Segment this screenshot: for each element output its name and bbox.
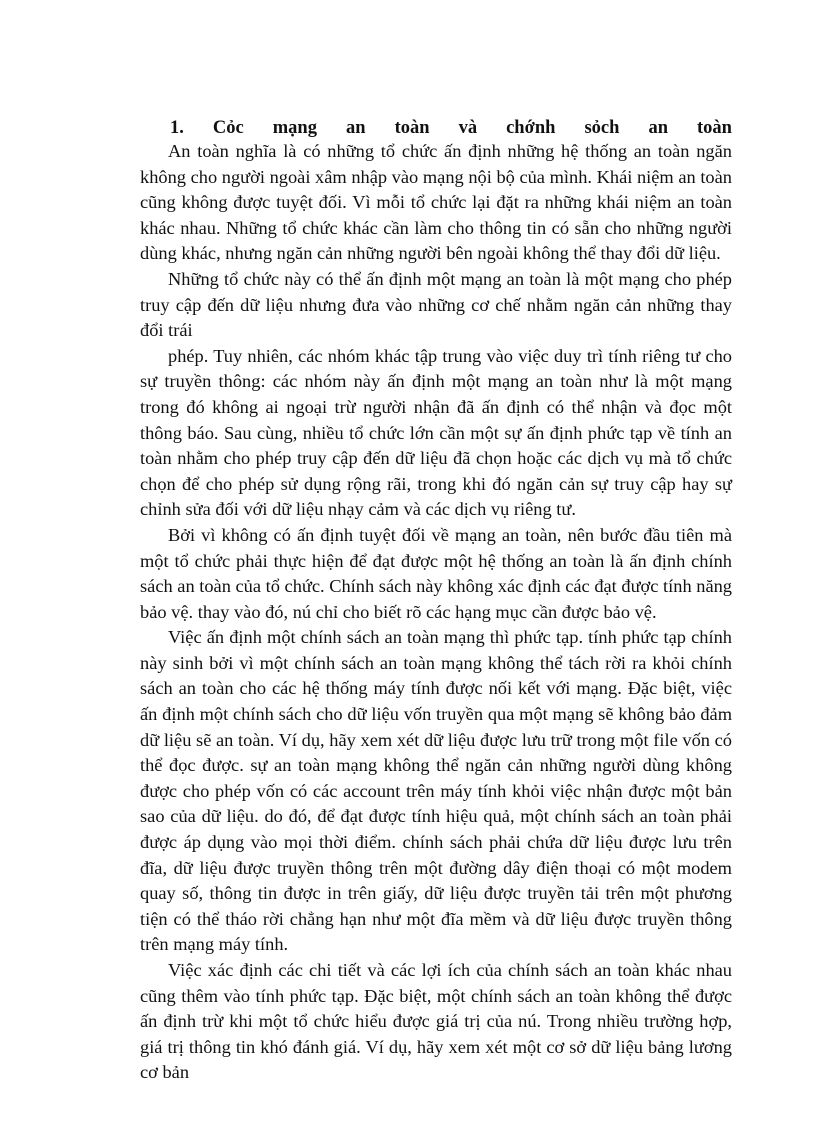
document-body bbox=[140, 117, 732, 1086]
heading-word: Cỏc bbox=[212, 118, 244, 138]
heading-word: chớnh bbox=[506, 118, 556, 138]
heading-word: an bbox=[346, 118, 366, 138]
paragraph: phép. Tuy nhiên, các nhóm khác tập trung vào việc duy trì tính riêng tư cho sự truyền thông: các nhóm này ấn định một mạng an toàn như là một mạng trong đó không ai ngoại trừ người nhận đã ấn định có thể nhận và đọc một thông báo. Sau cùng, nhiều tổ chức lớn cần một sự ấn định phức tạp về tính an toàn nhằm cho phép truy cập đến dữ liệu đã chọn hoặc các dịch vụ mà tổ chức chọn để cho phép sử dụng rộng rãi, trong khi đó ngăn cản sự truy cập hay sự chỉnh sửa đối với dữ liệu nhạy cảm và các dịch vụ riêng tư. bbox=[140, 345, 732, 520]
heading-word: sỏch bbox=[584, 118, 620, 138]
paragraph: Việc xác định các chi tiết và các lợi ích của chính sách an toàn khác nhau cũng thêm vào tính phức tạp. Đặc biệt, một chính sách an toàn không thể được ấn định trừ khi một tổ chức hiểu được giá trị của nú. Trong nhiều trường hợp, giá trị thông tin khó đánh giá. Ví dụ, hãy xem xét một cơ sở dữ liệu bảng lương cơ bản bbox=[140, 960, 732, 1083]
paragraph: Việc ấn định một chính sách an toàn mạng thì phức tạp. tính phức tạp chính này sinh bởi vì một chính sách an toàn mạng không thể tách rời ra khỏi chính sách an toàn cho các hệ thống máy tính được nối kết với mạng. Đặc biệt, việc ấn định một chính sách cho dữ liệu vốn truyền qua một mạng sẽ không bảo đảm dữ liệu sẽ an toàn. Ví dụ, hãy xem xét dữ liệu được lưu trữ trong một file vốn có thể đọc được. sự an toàn mạng không thể ngăn cản những người dùng không được cho phép vốn có các account trên máy tính khỏi việc nhận được một bản sao của dữ liệu. do đó, để đạt được tính hiệu quả, một chính sách an toàn phải được áp dụng vào mọi thời điểm. chính sách phải chứa dữ liệu được lưu trên đĩa, dữ liệu được truyền thông trên một đường dây điện thoại có một modem quay số, thông tin được in trên giấy, dữ liệu được truyền tải trên một phương tiện có thể tháo rời chẳng hạn như một đĩa mềm và dữ liệu được truyền thông trên mạng máy tính. bbox=[140, 627, 732, 955]
heading-word: an bbox=[648, 118, 668, 138]
heading-number: 1. bbox=[170, 118, 184, 138]
paragraph: An toàn nghĩa là có những tổ chức ấn định những hệ thống an toàn ngăn không cho người ngoài xâm nhập vào mạng nội bộ của mình. Khái niệm an toàn cũng không được tuyệt đối. Vì mỗi tổ chức lại đặt ra những khái niệm an toàn khác nhau. Những tổ chức khác cần làm cho thông tin có sẵn cho những người dùng khác, nhưng ngăn cản những người bên ngoài không thể thay đổi dữ liệu. bbox=[140, 141, 732, 264]
paragraph: Bởi vì không có ấn định tuyệt đối về mạng an toàn, nên bước đầu tiên mà một tổ chức phải thực hiện để đạt được một hệ thống an toàn là ấn định chính sách an toàn của tổ chức. Chính sách này không xác định các đạt được tính năng bảo vệ. thay vào đó, nú chỉ cho biết rõ các hạng mục cần được bảo vệ. bbox=[140, 524, 732, 622]
section-heading bbox=[168, 117, 732, 139]
heading-word: toàn bbox=[394, 118, 430, 138]
heading-word: và bbox=[458, 118, 478, 138]
paragraph: Những tổ chức này có thể ấn định một mạng an toàn là một mạng cho phép truy cập đến dữ liệu nhưng đưa vào những cơ chế nhằm ngăn cản những thay đổi trái bbox=[140, 268, 732, 341]
heading-word: mạng bbox=[272, 118, 317, 138]
heading-word: toàn bbox=[697, 118, 732, 138]
